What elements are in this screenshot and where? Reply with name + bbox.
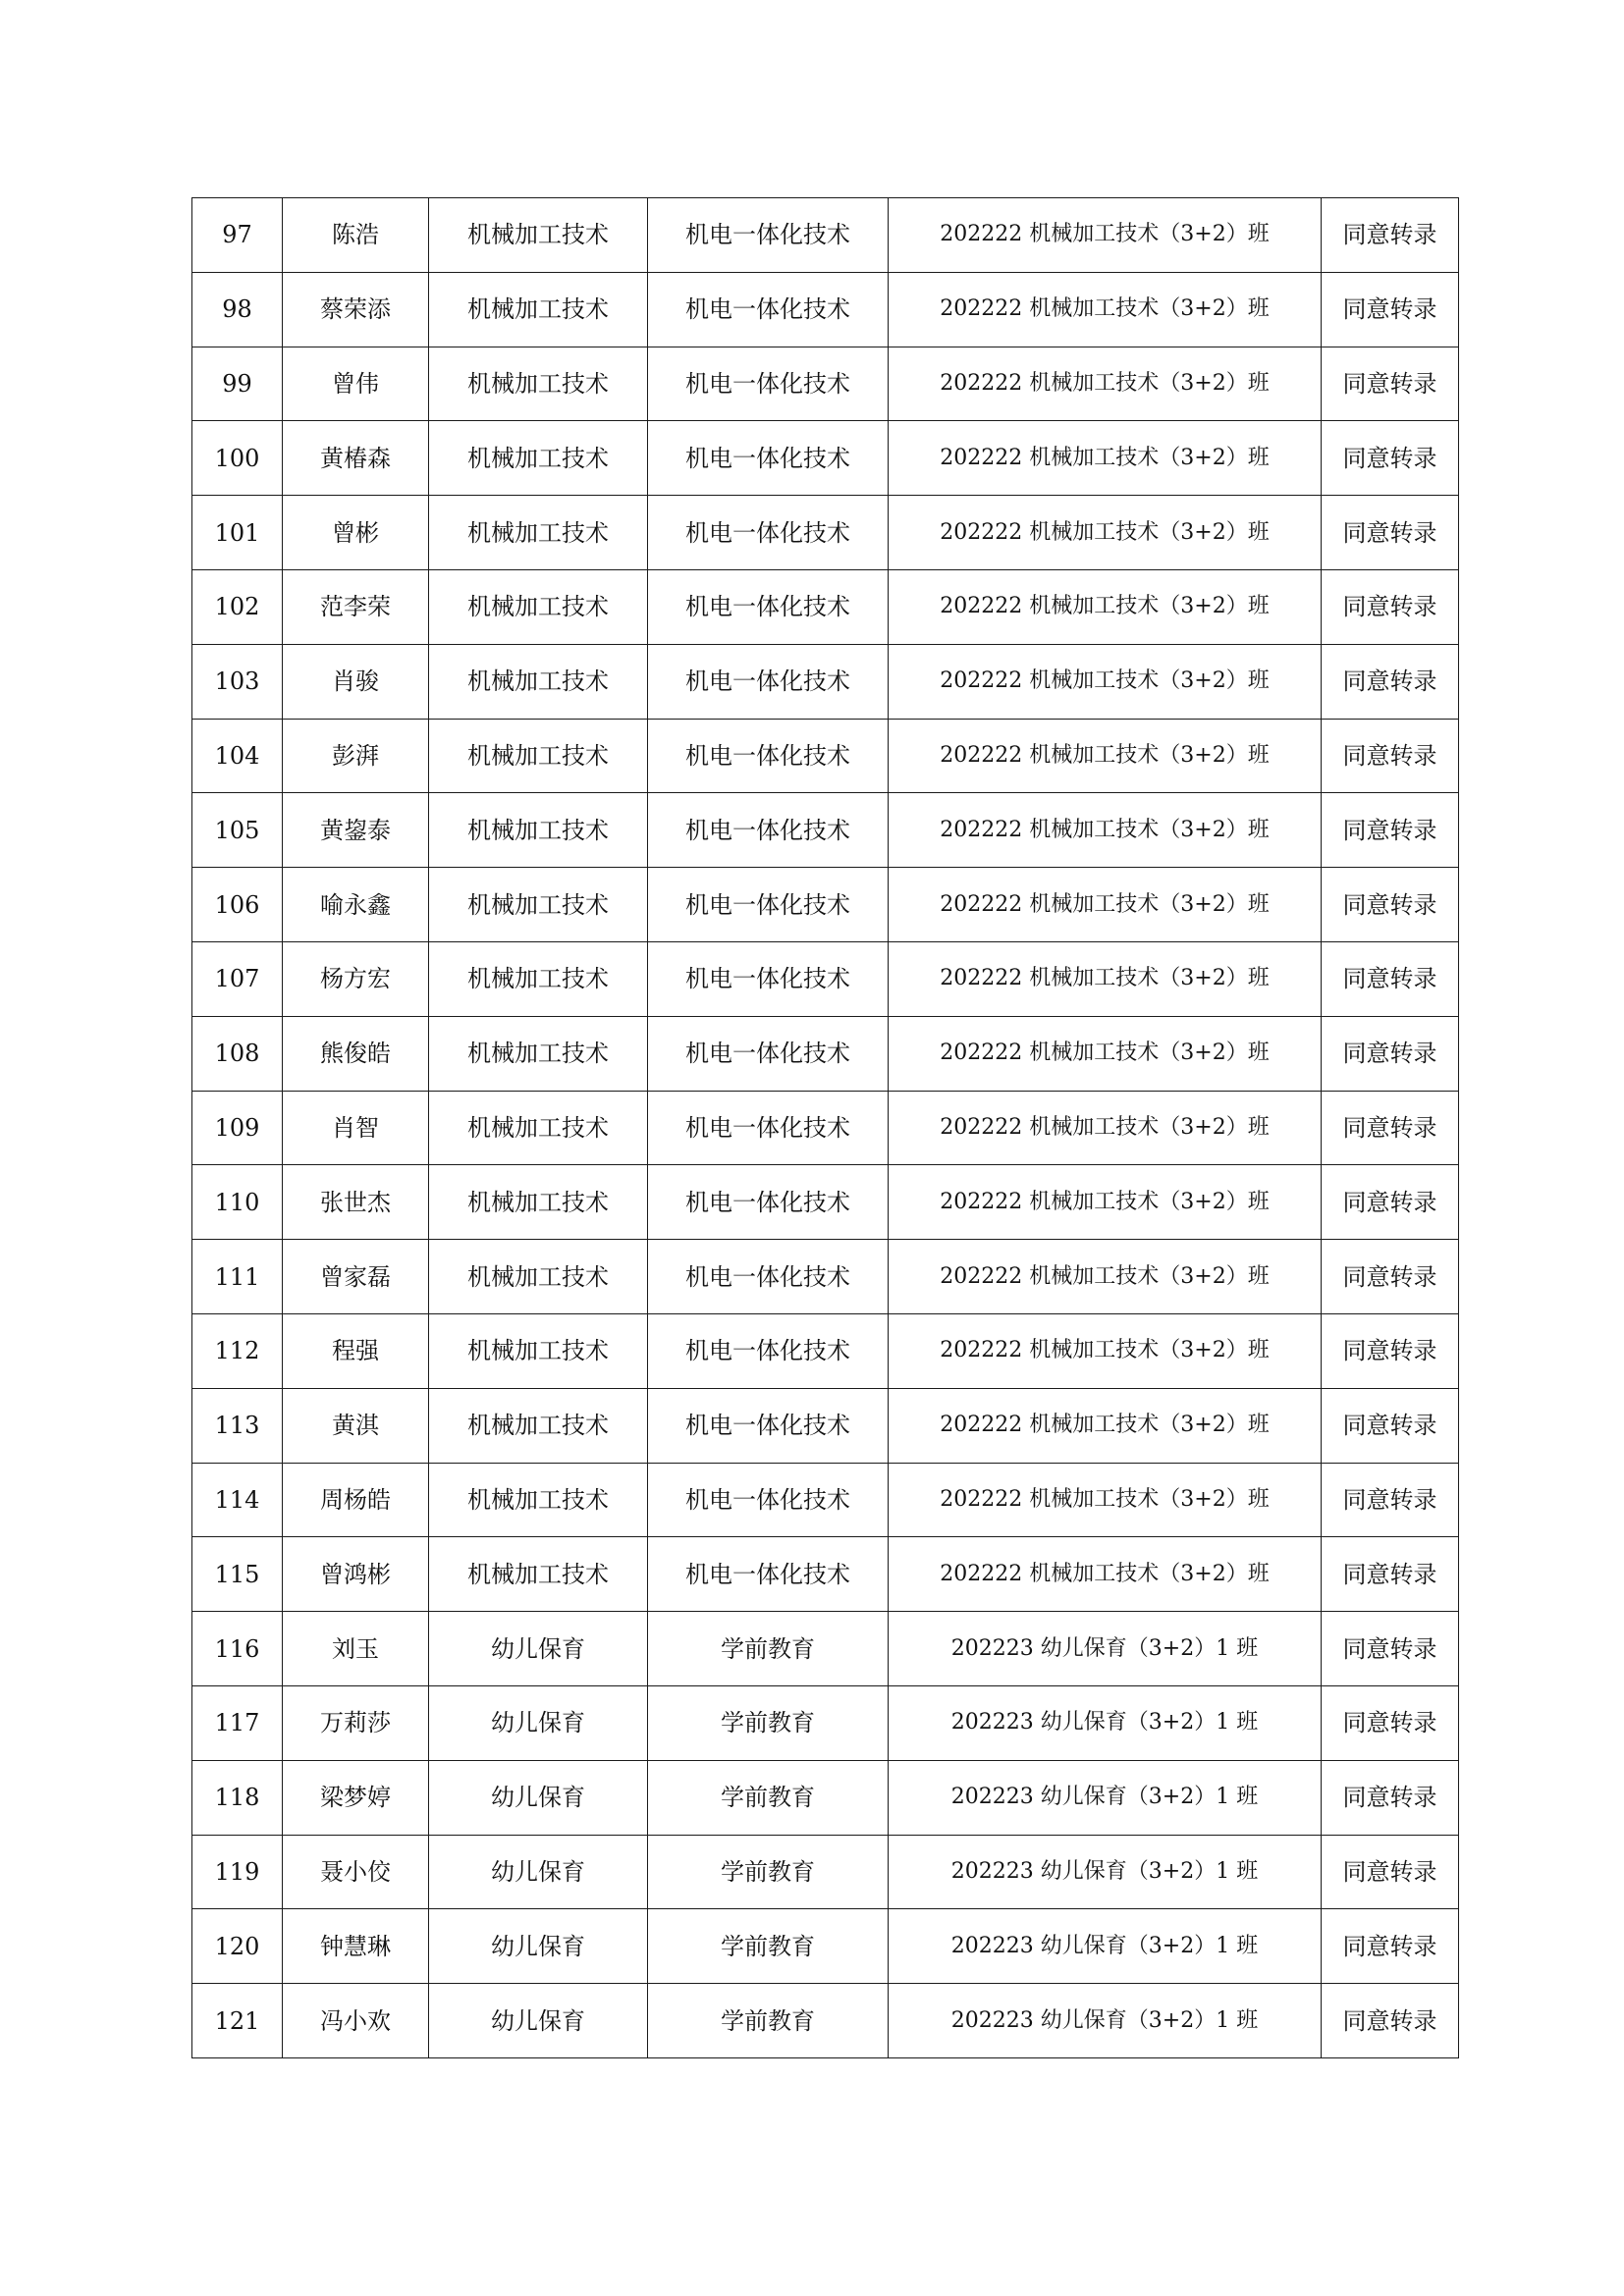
student-name-cell: 黄淇 bbox=[283, 1388, 429, 1463]
original-major-cell: 幼儿保育 bbox=[429, 1835, 648, 1909]
result-cell: 同意转录 bbox=[1322, 1612, 1459, 1686]
target-major-cell: 学前教育 bbox=[648, 1909, 889, 1984]
table-row bbox=[192, 1909, 1459, 1984]
row-number-cell: 111 bbox=[192, 1240, 283, 1314]
original-major-cell: 机械加工技术 bbox=[429, 347, 648, 421]
target-major-cell: 机电一体化技术 bbox=[648, 1165, 889, 1240]
class-cell: 202222 机械加工技术（3+2）班 bbox=[889, 1016, 1322, 1091]
row-number-cell: 115 bbox=[192, 1537, 283, 1612]
result-cell: 同意转录 bbox=[1322, 1909, 1459, 1984]
row-number-cell: 107 bbox=[192, 941, 283, 1016]
original-major-cell: 幼儿保育 bbox=[429, 1909, 648, 1984]
class-cell: 202222 机械加工技术（3+2）班 bbox=[889, 1463, 1322, 1537]
original-major-cell: 机械加工技术 bbox=[429, 198, 648, 273]
student-name-cell: 熊俊皓 bbox=[283, 1016, 429, 1091]
student-name-cell: 喻永鑫 bbox=[283, 868, 429, 942]
result-cell: 同意转录 bbox=[1322, 1760, 1459, 1835]
target-major-cell: 机电一体化技术 bbox=[648, 1388, 889, 1463]
result-cell: 同意转录 bbox=[1322, 569, 1459, 644]
student-transfer-table bbox=[191, 197, 1459, 2058]
row-number-cell: 102 bbox=[192, 569, 283, 644]
result-cell: 同意转录 bbox=[1322, 1835, 1459, 1909]
target-major-cell: 机电一体化技术 bbox=[648, 496, 889, 570]
class-cell: 202222 机械加工技术（3+2）班 bbox=[889, 1537, 1322, 1612]
table-row bbox=[192, 941, 1459, 1016]
result-cell: 同意转录 bbox=[1322, 198, 1459, 273]
original-major-cell: 幼儿保育 bbox=[429, 1685, 648, 1760]
result-cell: 同意转录 bbox=[1322, 941, 1459, 1016]
class-cell: 202222 机械加工技术（3+2）班 bbox=[889, 1388, 1322, 1463]
target-major-cell: 机电一体化技术 bbox=[648, 941, 889, 1016]
original-major-cell: 机械加工技术 bbox=[429, 1537, 648, 1612]
target-major-cell: 机电一体化技术 bbox=[648, 198, 889, 273]
table-row bbox=[192, 1685, 1459, 1760]
row-number-cell: 117 bbox=[192, 1685, 283, 1760]
result-cell: 同意转录 bbox=[1322, 1240, 1459, 1314]
target-major-cell: 机电一体化技术 bbox=[648, 1016, 889, 1091]
row-number-cell: 114 bbox=[192, 1463, 283, 1537]
table-row bbox=[192, 793, 1459, 868]
class-cell: 202222 机械加工技术（3+2）班 bbox=[889, 1313, 1322, 1388]
target-major-cell: 机电一体化技术 bbox=[648, 793, 889, 868]
student-name-cell: 陈浩 bbox=[283, 198, 429, 273]
student-name-cell: 黄鋆泰 bbox=[283, 793, 429, 868]
row-number-cell: 97 bbox=[192, 198, 283, 273]
student-name-cell: 梁梦婷 bbox=[283, 1760, 429, 1835]
table-row bbox=[192, 496, 1459, 570]
original-major-cell: 幼儿保育 bbox=[429, 1612, 648, 1686]
target-major-cell: 学前教育 bbox=[648, 1612, 889, 1686]
original-major-cell: 机械加工技术 bbox=[429, 941, 648, 1016]
class-cell: 202223 幼儿保育（3+2）1 班 bbox=[889, 1909, 1322, 1984]
row-number-cell: 118 bbox=[192, 1760, 283, 1835]
target-major-cell: 机电一体化技术 bbox=[648, 1537, 889, 1612]
original-major-cell: 机械加工技术 bbox=[429, 1091, 648, 1165]
result-cell: 同意转录 bbox=[1322, 347, 1459, 421]
result-cell: 同意转录 bbox=[1322, 1016, 1459, 1091]
class-cell: 202222 机械加工技术（3+2）班 bbox=[889, 644, 1322, 719]
result-cell: 同意转录 bbox=[1322, 421, 1459, 496]
target-major-cell: 学前教育 bbox=[648, 1835, 889, 1909]
result-cell: 同意转录 bbox=[1322, 644, 1459, 719]
class-cell: 202222 机械加工技术（3+2）班 bbox=[889, 1091, 1322, 1165]
result-cell: 同意转录 bbox=[1322, 1388, 1459, 1463]
target-major-cell: 机电一体化技术 bbox=[648, 1463, 889, 1537]
student-name-cell: 聂小佼 bbox=[283, 1835, 429, 1909]
original-major-cell: 机械加工技术 bbox=[429, 421, 648, 496]
original-major-cell: 机械加工技术 bbox=[429, 719, 648, 793]
student-name-cell: 程强 bbox=[283, 1313, 429, 1388]
result-cell: 同意转录 bbox=[1322, 272, 1459, 347]
result-cell: 同意转录 bbox=[1322, 1165, 1459, 1240]
target-major-cell: 学前教育 bbox=[648, 1984, 889, 2058]
target-major-cell: 机电一体化技术 bbox=[648, 719, 889, 793]
student-name-cell: 范李荣 bbox=[283, 569, 429, 644]
row-number-cell: 113 bbox=[192, 1388, 283, 1463]
student-name-cell: 黄椿森 bbox=[283, 421, 429, 496]
row-number-cell: 98 bbox=[192, 272, 283, 347]
target-major-cell: 机电一体化技术 bbox=[648, 1091, 889, 1165]
table-row bbox=[192, 1313, 1459, 1388]
student-name-cell: 肖骏 bbox=[283, 644, 429, 719]
table-row bbox=[192, 1760, 1459, 1835]
original-major-cell: 机械加工技术 bbox=[429, 569, 648, 644]
target-major-cell: 机电一体化技术 bbox=[648, 347, 889, 421]
table-row bbox=[192, 1835, 1459, 1909]
target-major-cell: 机电一体化技术 bbox=[648, 272, 889, 347]
class-cell: 202222 机械加工技术（3+2）班 bbox=[889, 496, 1322, 570]
row-number-cell: 106 bbox=[192, 868, 283, 942]
table-row bbox=[192, 1016, 1459, 1091]
table-row bbox=[192, 421, 1459, 496]
class-cell: 202222 机械加工技术（3+2）班 bbox=[889, 347, 1322, 421]
target-major-cell: 机电一体化技术 bbox=[648, 421, 889, 496]
target-major-cell: 机电一体化技术 bbox=[648, 1313, 889, 1388]
result-cell: 同意转录 bbox=[1322, 1463, 1459, 1537]
row-number-cell: 105 bbox=[192, 793, 283, 868]
row-number-cell: 109 bbox=[192, 1091, 283, 1165]
row-number-cell: 108 bbox=[192, 1016, 283, 1091]
table-row bbox=[192, 347, 1459, 421]
class-cell: 202222 机械加工技术（3+2）班 bbox=[889, 421, 1322, 496]
original-major-cell: 机械加工技术 bbox=[429, 644, 648, 719]
class-cell: 202223 幼儿保育（3+2）1 班 bbox=[889, 1984, 1322, 2058]
row-number-cell: 104 bbox=[192, 719, 283, 793]
table-row bbox=[192, 1984, 1459, 2058]
result-cell: 同意转录 bbox=[1322, 1685, 1459, 1760]
row-number-cell: 120 bbox=[192, 1909, 283, 1984]
table-row bbox=[192, 569, 1459, 644]
target-major-cell: 机电一体化技术 bbox=[648, 569, 889, 644]
row-number-cell: 116 bbox=[192, 1612, 283, 1686]
student-name-cell: 曾彬 bbox=[283, 496, 429, 570]
original-major-cell: 机械加工技术 bbox=[429, 1165, 648, 1240]
table-row bbox=[192, 1537, 1459, 1612]
row-number-cell: 103 bbox=[192, 644, 283, 719]
row-number-cell: 101 bbox=[192, 496, 283, 570]
class-cell: 202223 幼儿保育（3+2）1 班 bbox=[889, 1835, 1322, 1909]
original-major-cell: 机械加工技术 bbox=[429, 1463, 648, 1537]
class-cell: 202223 幼儿保育（3+2）1 班 bbox=[889, 1685, 1322, 1760]
class-cell: 202222 机械加工技术（3+2）班 bbox=[889, 198, 1322, 273]
result-cell: 同意转录 bbox=[1322, 1091, 1459, 1165]
class-cell: 202222 机械加工技术（3+2）班 bbox=[889, 1240, 1322, 1314]
table-body bbox=[192, 198, 1459, 2058]
student-name-cell: 张世杰 bbox=[283, 1165, 429, 1240]
original-major-cell: 机械加工技术 bbox=[429, 1016, 648, 1091]
student-name-cell: 曾伟 bbox=[283, 347, 429, 421]
class-cell: 202222 机械加工技术（3+2）班 bbox=[889, 272, 1322, 347]
row-number-cell: 99 bbox=[192, 347, 283, 421]
student-name-cell: 杨方宏 bbox=[283, 941, 429, 1016]
student-name-cell: 刘玉 bbox=[283, 1612, 429, 1686]
row-number-cell: 119 bbox=[192, 1835, 283, 1909]
student-name-cell: 冯小欢 bbox=[283, 1984, 429, 2058]
original-major-cell: 幼儿保育 bbox=[429, 1984, 648, 2058]
table-row bbox=[192, 272, 1459, 347]
result-cell: 同意转录 bbox=[1322, 868, 1459, 942]
student-name-cell: 万莉莎 bbox=[283, 1685, 429, 1760]
original-major-cell: 机械加工技术 bbox=[429, 272, 648, 347]
target-major-cell: 机电一体化技术 bbox=[648, 868, 889, 942]
original-major-cell: 机械加工技术 bbox=[429, 1313, 648, 1388]
row-number-cell: 100 bbox=[192, 421, 283, 496]
student-transfer-table-container bbox=[191, 197, 1458, 2058]
table-row bbox=[192, 719, 1459, 793]
table-row bbox=[192, 644, 1459, 719]
original-major-cell: 机械加工技术 bbox=[429, 496, 648, 570]
result-cell: 同意转录 bbox=[1322, 1984, 1459, 2058]
student-name-cell: 肖智 bbox=[283, 1091, 429, 1165]
result-cell: 同意转录 bbox=[1322, 719, 1459, 793]
original-major-cell: 机械加工技术 bbox=[429, 793, 648, 868]
target-major-cell: 机电一体化技术 bbox=[648, 1240, 889, 1314]
target-major-cell: 机电一体化技术 bbox=[648, 644, 889, 719]
table-row bbox=[192, 198, 1459, 273]
class-cell: 202223 幼儿保育（3+2）1 班 bbox=[889, 1612, 1322, 1686]
student-name-cell: 彭湃 bbox=[283, 719, 429, 793]
target-major-cell: 学前教育 bbox=[648, 1760, 889, 1835]
original-major-cell: 机械加工技术 bbox=[429, 868, 648, 942]
result-cell: 同意转录 bbox=[1322, 496, 1459, 570]
class-cell: 202222 机械加工技术（3+2）班 bbox=[889, 868, 1322, 942]
table-row bbox=[192, 1240, 1459, 1314]
target-major-cell: 学前教育 bbox=[648, 1685, 889, 1760]
result-cell: 同意转录 bbox=[1322, 1313, 1459, 1388]
student-name-cell: 曾家磊 bbox=[283, 1240, 429, 1314]
original-major-cell: 机械加工技术 bbox=[429, 1388, 648, 1463]
student-name-cell: 钟慧琳 bbox=[283, 1909, 429, 1984]
row-number-cell: 121 bbox=[192, 1984, 283, 2058]
original-major-cell: 机械加工技术 bbox=[429, 1240, 648, 1314]
row-number-cell: 112 bbox=[192, 1313, 283, 1388]
class-cell: 202223 幼儿保育（3+2）1 班 bbox=[889, 1760, 1322, 1835]
student-name-cell: 曾鸿彬 bbox=[283, 1537, 429, 1612]
original-major-cell: 幼儿保育 bbox=[429, 1760, 648, 1835]
class-cell: 202222 机械加工技术（3+2）班 bbox=[889, 941, 1322, 1016]
class-cell: 202222 机械加工技术（3+2）班 bbox=[889, 719, 1322, 793]
table-row bbox=[192, 868, 1459, 942]
student-name-cell: 周杨皓 bbox=[283, 1463, 429, 1537]
class-cell: 202222 机械加工技术（3+2）班 bbox=[889, 1165, 1322, 1240]
table-row bbox=[192, 1091, 1459, 1165]
result-cell: 同意转录 bbox=[1322, 793, 1459, 868]
class-cell: 202222 机械加工技术（3+2）班 bbox=[889, 569, 1322, 644]
student-name-cell: 蔡荣添 bbox=[283, 272, 429, 347]
table-row bbox=[192, 1388, 1459, 1463]
row-number-cell: 110 bbox=[192, 1165, 283, 1240]
table-row bbox=[192, 1612, 1459, 1686]
result-cell: 同意转录 bbox=[1322, 1537, 1459, 1612]
class-cell: 202222 机械加工技术（3+2）班 bbox=[889, 793, 1322, 868]
table-row bbox=[192, 1165, 1459, 1240]
table-row bbox=[192, 1463, 1459, 1537]
